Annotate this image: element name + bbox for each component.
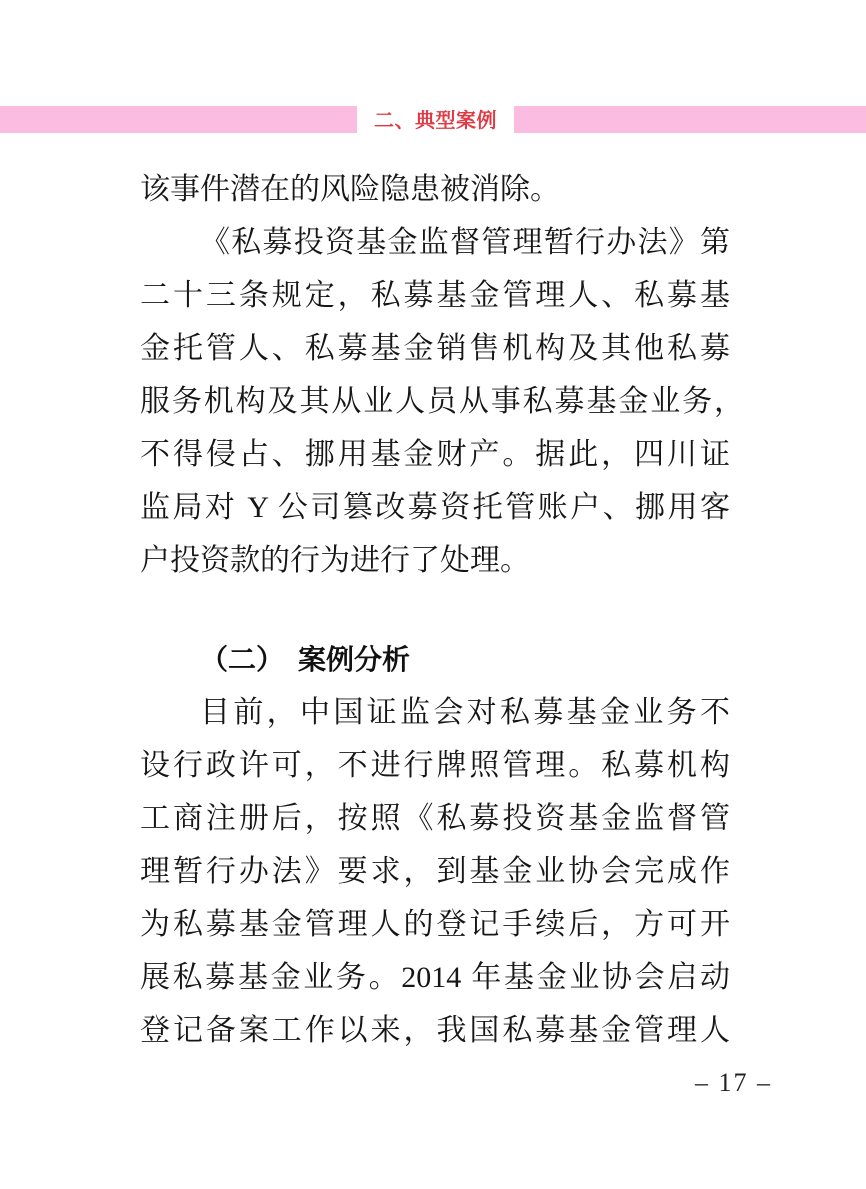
body-text-line: 为私募基金管理人的登记手续后，方可开: [140, 908, 730, 941]
body-text-line: 目前，中国证监会对私募基金业务不: [200, 696, 730, 729]
body-text-line: 《私募投资基金监督管理暂行办法》第: [200, 226, 730, 259]
body-text-line: 户投资款的行为进行了处理。: [140, 544, 530, 577]
page-number: – 17 –: [695, 1068, 772, 1097]
body-text-line: 不得侵占、挪用基金财产。据此，四川证: [140, 438, 730, 471]
section-heading: （二） 案例分析: [200, 644, 411, 675]
body-text-line: 展私募基金业务。2014 年基金业协会启动: [140, 961, 730, 994]
body-text-line: 金托管人、私募基金销售机构及其他私募: [140, 332, 730, 365]
body-text-line: 二十三条规定，私募基金管理人、私募基: [140, 279, 730, 312]
body-text-line: 服务机构及其从业人员从事私募基金业务，: [140, 385, 744, 418]
body-text-line: 工商注册后，按照《私募投资基金监督管: [140, 802, 730, 835]
body-text-line: 监局对 Y 公司篡改募资托管账户、挪用客: [140, 491, 730, 524]
body-text-line: 设行政许可，不进行牌照管理。私募机构: [140, 749, 730, 782]
header-band-notch: [357, 97, 514, 140]
running-header-title: 二、典型案例: [374, 110, 497, 132]
body-text-line: 登记备案工作以来，我国私募基金管理人: [140, 1014, 730, 1047]
body-text: [140, 163, 744, 1057]
body-text-line: 该事件潜在的风险隐患被消除。: [140, 173, 560, 206]
body-text-line: 理暂行办法》要求，到基金业协会完成作: [140, 855, 730, 888]
